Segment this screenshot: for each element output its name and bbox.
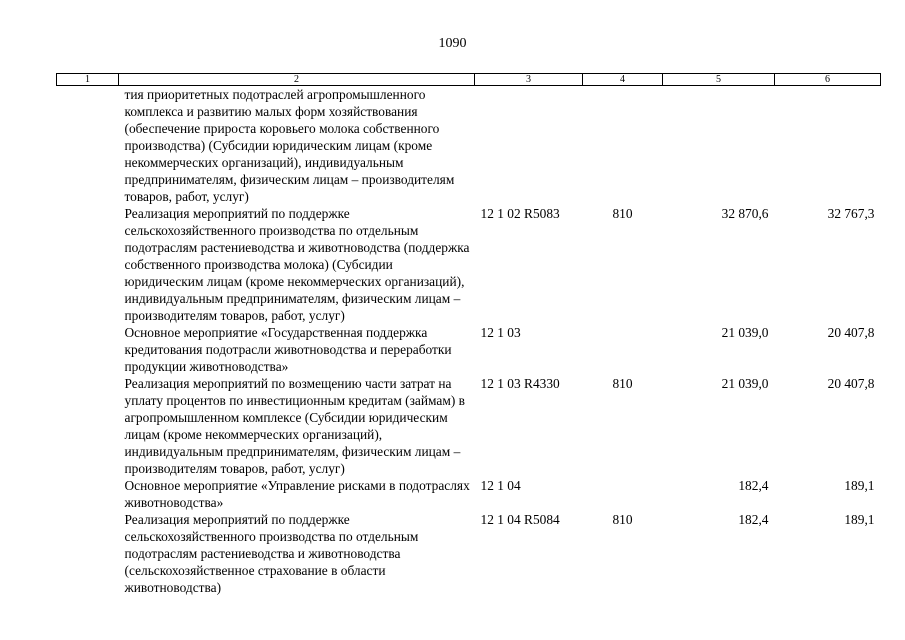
cell-number	[57, 324, 119, 375]
cell-amount-5	[663, 86, 775, 206]
table-row	[57, 86, 881, 206]
cell-description: Основное мероприятие «Государственная поддержка кредитования подотрасли животноводства и переработки продукции животноводства»	[124, 325, 452, 374]
cell-code: 12 1 03	[480, 325, 521, 340]
table-row	[57, 205, 881, 324]
cell-description: Основное мероприятие «Управление рисками в подотраслях животноводства»	[124, 478, 470, 510]
cell-code	[475, 86, 583, 206]
cell-description: тия приоритетных подотраслей агропромышленного комплекса и развитию малых форм хозяйствования (обеспечение прироста коровьего молока собственного производства) (Субсидии юридическим лицам (кроме некоммерческих организаций), индивидуальным предпринимателям, физическим лицам – производителям товаров, работ, услуг)	[124, 87, 455, 204]
cell-description: Реализация мероприятий по поддержке сельскохозяйственного производства по отдельным подотраслям растениеводства и животноводства (поддержка собственного производства молока) (Субсидии юридическим лицам (кроме некоммерческих организаций), индивидуальным предпринимателям, физическим лицам – производителям товаров, работ, услуг)	[124, 206, 470, 323]
column-number-row	[57, 74, 881, 86]
cell-type	[583, 477, 663, 511]
cell-code: 12 1 04 R5084	[480, 512, 560, 527]
cell-code: 12 1 04	[480, 478, 521, 493]
cell-number	[57, 477, 119, 511]
column-header-2: 2	[119, 74, 475, 86]
cell-number	[57, 205, 119, 324]
column-header-5: 5	[663, 74, 775, 86]
cell-amount-6: 20 407,8	[827, 376, 875, 391]
cell-amount-6: 189,1	[844, 478, 875, 493]
budget-table	[56, 73, 881, 596]
cell-number	[57, 375, 119, 477]
cell-amount-6: 189,1	[844, 512, 875, 527]
table-row	[57, 375, 881, 477]
cell-type: 810	[612, 206, 633, 221]
cell-amount-5: 32 870,6	[721, 206, 769, 221]
cell-amount-6: 20 407,8	[827, 325, 875, 340]
cell-code: 12 1 03 R4330	[480, 376, 560, 391]
cell-amount-6: 32 767,3	[827, 206, 875, 221]
table-body	[57, 86, 881, 597]
cell-description: Реализация мероприятий по поддержке сельскохозяйственного производства по отдельным подотраслям растениеводства и животноводства (сельскохозяйственное страхование в области животноводства)	[124, 512, 419, 595]
cell-number	[57, 86, 119, 206]
table-row	[57, 477, 881, 511]
cell-amount-5: 182,4	[738, 512, 769, 527]
column-header-6: 6	[775, 74, 881, 86]
cell-type	[583, 86, 663, 206]
cell-code: 12 1 02 R5083	[480, 206, 560, 221]
column-header-3: 3	[475, 74, 583, 86]
cell-amount-6	[775, 86, 881, 206]
table-row	[57, 324, 881, 375]
column-header-1: 1	[57, 74, 119, 86]
cell-amount-5: 21 039,0	[721, 376, 769, 391]
table-row	[57, 511, 881, 596]
column-header-4: 4	[583, 74, 663, 86]
cell-number	[57, 511, 119, 596]
cell-type: 810	[612, 512, 633, 527]
cell-amount-5: 21 039,0	[721, 325, 769, 340]
cell-type: 810	[612, 376, 633, 391]
cell-type	[583, 324, 663, 375]
cell-amount-5: 182,4	[738, 478, 769, 493]
cell-description: Реализация мероприятий по возмещению части затрат на уплату процентов по инвестиционным кредитам (займам) в агропромышленном комплексе (Субсидии юридическим лицам (кроме некоммерческих организаций), индивидуальным предпринимателям, физическим лицам – производителям товаров, работ, услуг)	[124, 376, 465, 476]
page-number: 1090	[438, 36, 467, 51]
